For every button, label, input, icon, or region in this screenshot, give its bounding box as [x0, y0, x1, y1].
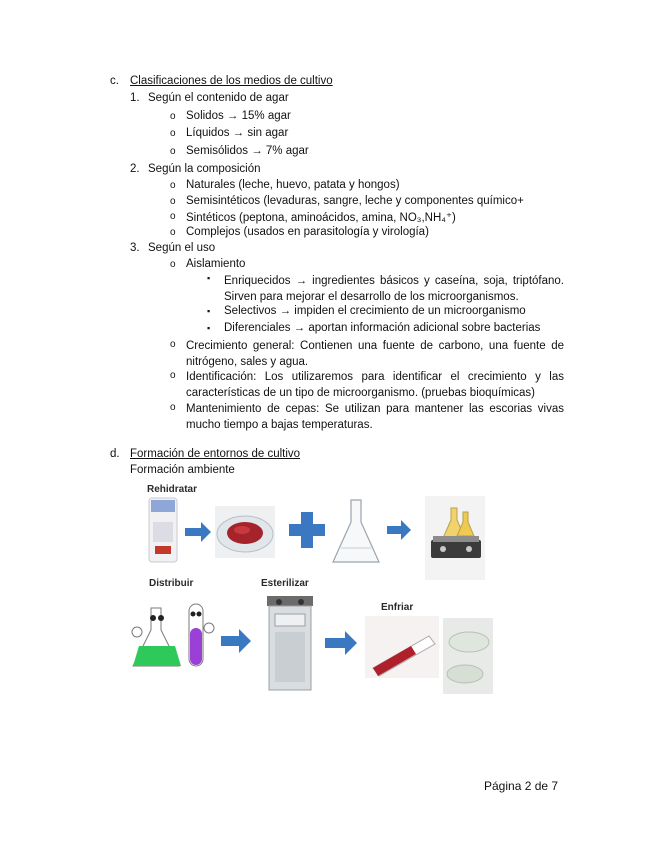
culture-preparation-figure	[129, 478, 497, 698]
list-item-crecimiento-general: Crecimiento general: Contienen una fuente de carbono, una fuente de nitrógeno, sales y agua.	[186, 340, 564, 368]
bullet-o: o	[170, 146, 176, 157]
bullet-square: ▪	[207, 323, 211, 333]
bullet-o: o	[170, 227, 176, 238]
item-2-label: Según la composición	[148, 163, 261, 175]
arrow-icon	[325, 631, 357, 655]
item-2-number: 2.	[130, 163, 140, 175]
bullet-o: o	[170, 111, 176, 122]
list-item-enriquecidos: Enriquecidos → ingredientes básicos y caseína, soja, triptófano. Sirven para mejorar el desarrollo de los microorganismos.	[224, 275, 564, 303]
list-item-selectivos: Selectivos → impiden el crecimiento de un microorganismo	[224, 305, 526, 317]
powder-bottle-icon	[149, 498, 177, 562]
page-number: Página 2 de 7	[484, 779, 559, 793]
bullet-square: ▪	[207, 273, 211, 283]
figure-drawing	[129, 478, 497, 698]
list-item-mantenimiento: Mantenimiento de cepas: Se utilizan para mantener las escorias vivas mucho tiempo a bajas temperaturas.	[186, 403, 564, 431]
bullet-o: o	[170, 128, 176, 139]
list-item-semisinteticos: Semisintéticos (levaduras, sangre, leche y componentes químico+	[186, 195, 524, 207]
erlenmeyer-flask-icon	[333, 500, 379, 562]
bullet-o: o	[170, 370, 176, 381]
petri-dish-icon	[215, 506, 275, 558]
list-item-semisolidos: Semisólidos → 7% agar	[186, 145, 309, 157]
flask-characters-icon	[132, 604, 214, 666]
list-item-naturales: Naturales (leche, huevo, patata y hongos)	[186, 179, 400, 191]
arrow-icon	[387, 520, 411, 540]
bullet-o: o	[170, 339, 176, 350]
agar-tube-icon	[365, 616, 439, 678]
autoclave-icon	[267, 596, 313, 690]
bullet-o: o	[170, 196, 176, 207]
arrow-icon	[185, 522, 211, 542]
label-rehidratar: Rehidratar	[147, 484, 198, 495]
list-item-liquidos: Líquidos → sin agar	[186, 127, 289, 139]
item-3-number: 3.	[130, 242, 140, 254]
section-d-title: Formación de entornos de cultivo	[130, 448, 301, 460]
label-enfriar: Enfriar	[381, 602, 414, 613]
label-distribuir: Distribuir	[149, 578, 194, 589]
section-c-marker: c.	[110, 75, 119, 87]
list-item-sinteticos: Sintéticos (peptona, aminoácidos, amina, NO₃,NH₄⁺)	[186, 212, 456, 224]
list-item-diferenciales: Diferenciales → aportan información adicional sobre bacterias	[224, 322, 541, 334]
hot-plate-icon	[425, 496, 485, 580]
list-item-solidos: Solidos → 15% agar	[186, 110, 291, 122]
list-item-identificacion: Identificación: Los utilizaremos para identificar el crecimiento y las características de un tipo de microorganismo. (pruebas bioquímicas)	[186, 371, 564, 399]
plus-icon	[289, 512, 325, 548]
section-c-title: Clasificaciones de los medios de cultivo	[130, 75, 333, 87]
label-esterilizar: Esterilizar	[261, 578, 309, 589]
list-item-complejos: Complejos (usados en parasitología y virología)	[186, 226, 429, 238]
arrow-icon	[221, 629, 251, 653]
list-item-aislamiento: Aislamiento	[186, 258, 246, 270]
bullet-square: ▪	[207, 306, 211, 316]
item-1-number: 1.	[130, 92, 140, 104]
section-d-marker: d.	[110, 448, 120, 460]
bullet-o: o	[170, 211, 176, 222]
bullet-o: o	[170, 259, 176, 270]
section-d-subtitle: Formación ambiente	[130, 464, 235, 476]
bullet-o: o	[170, 402, 176, 413]
petri-plates-icon	[443, 618, 493, 694]
item-3-label: Según el uso	[148, 242, 216, 254]
bullet-o: o	[170, 180, 176, 191]
item-1-label: Según el contenido de agar	[148, 92, 289, 104]
